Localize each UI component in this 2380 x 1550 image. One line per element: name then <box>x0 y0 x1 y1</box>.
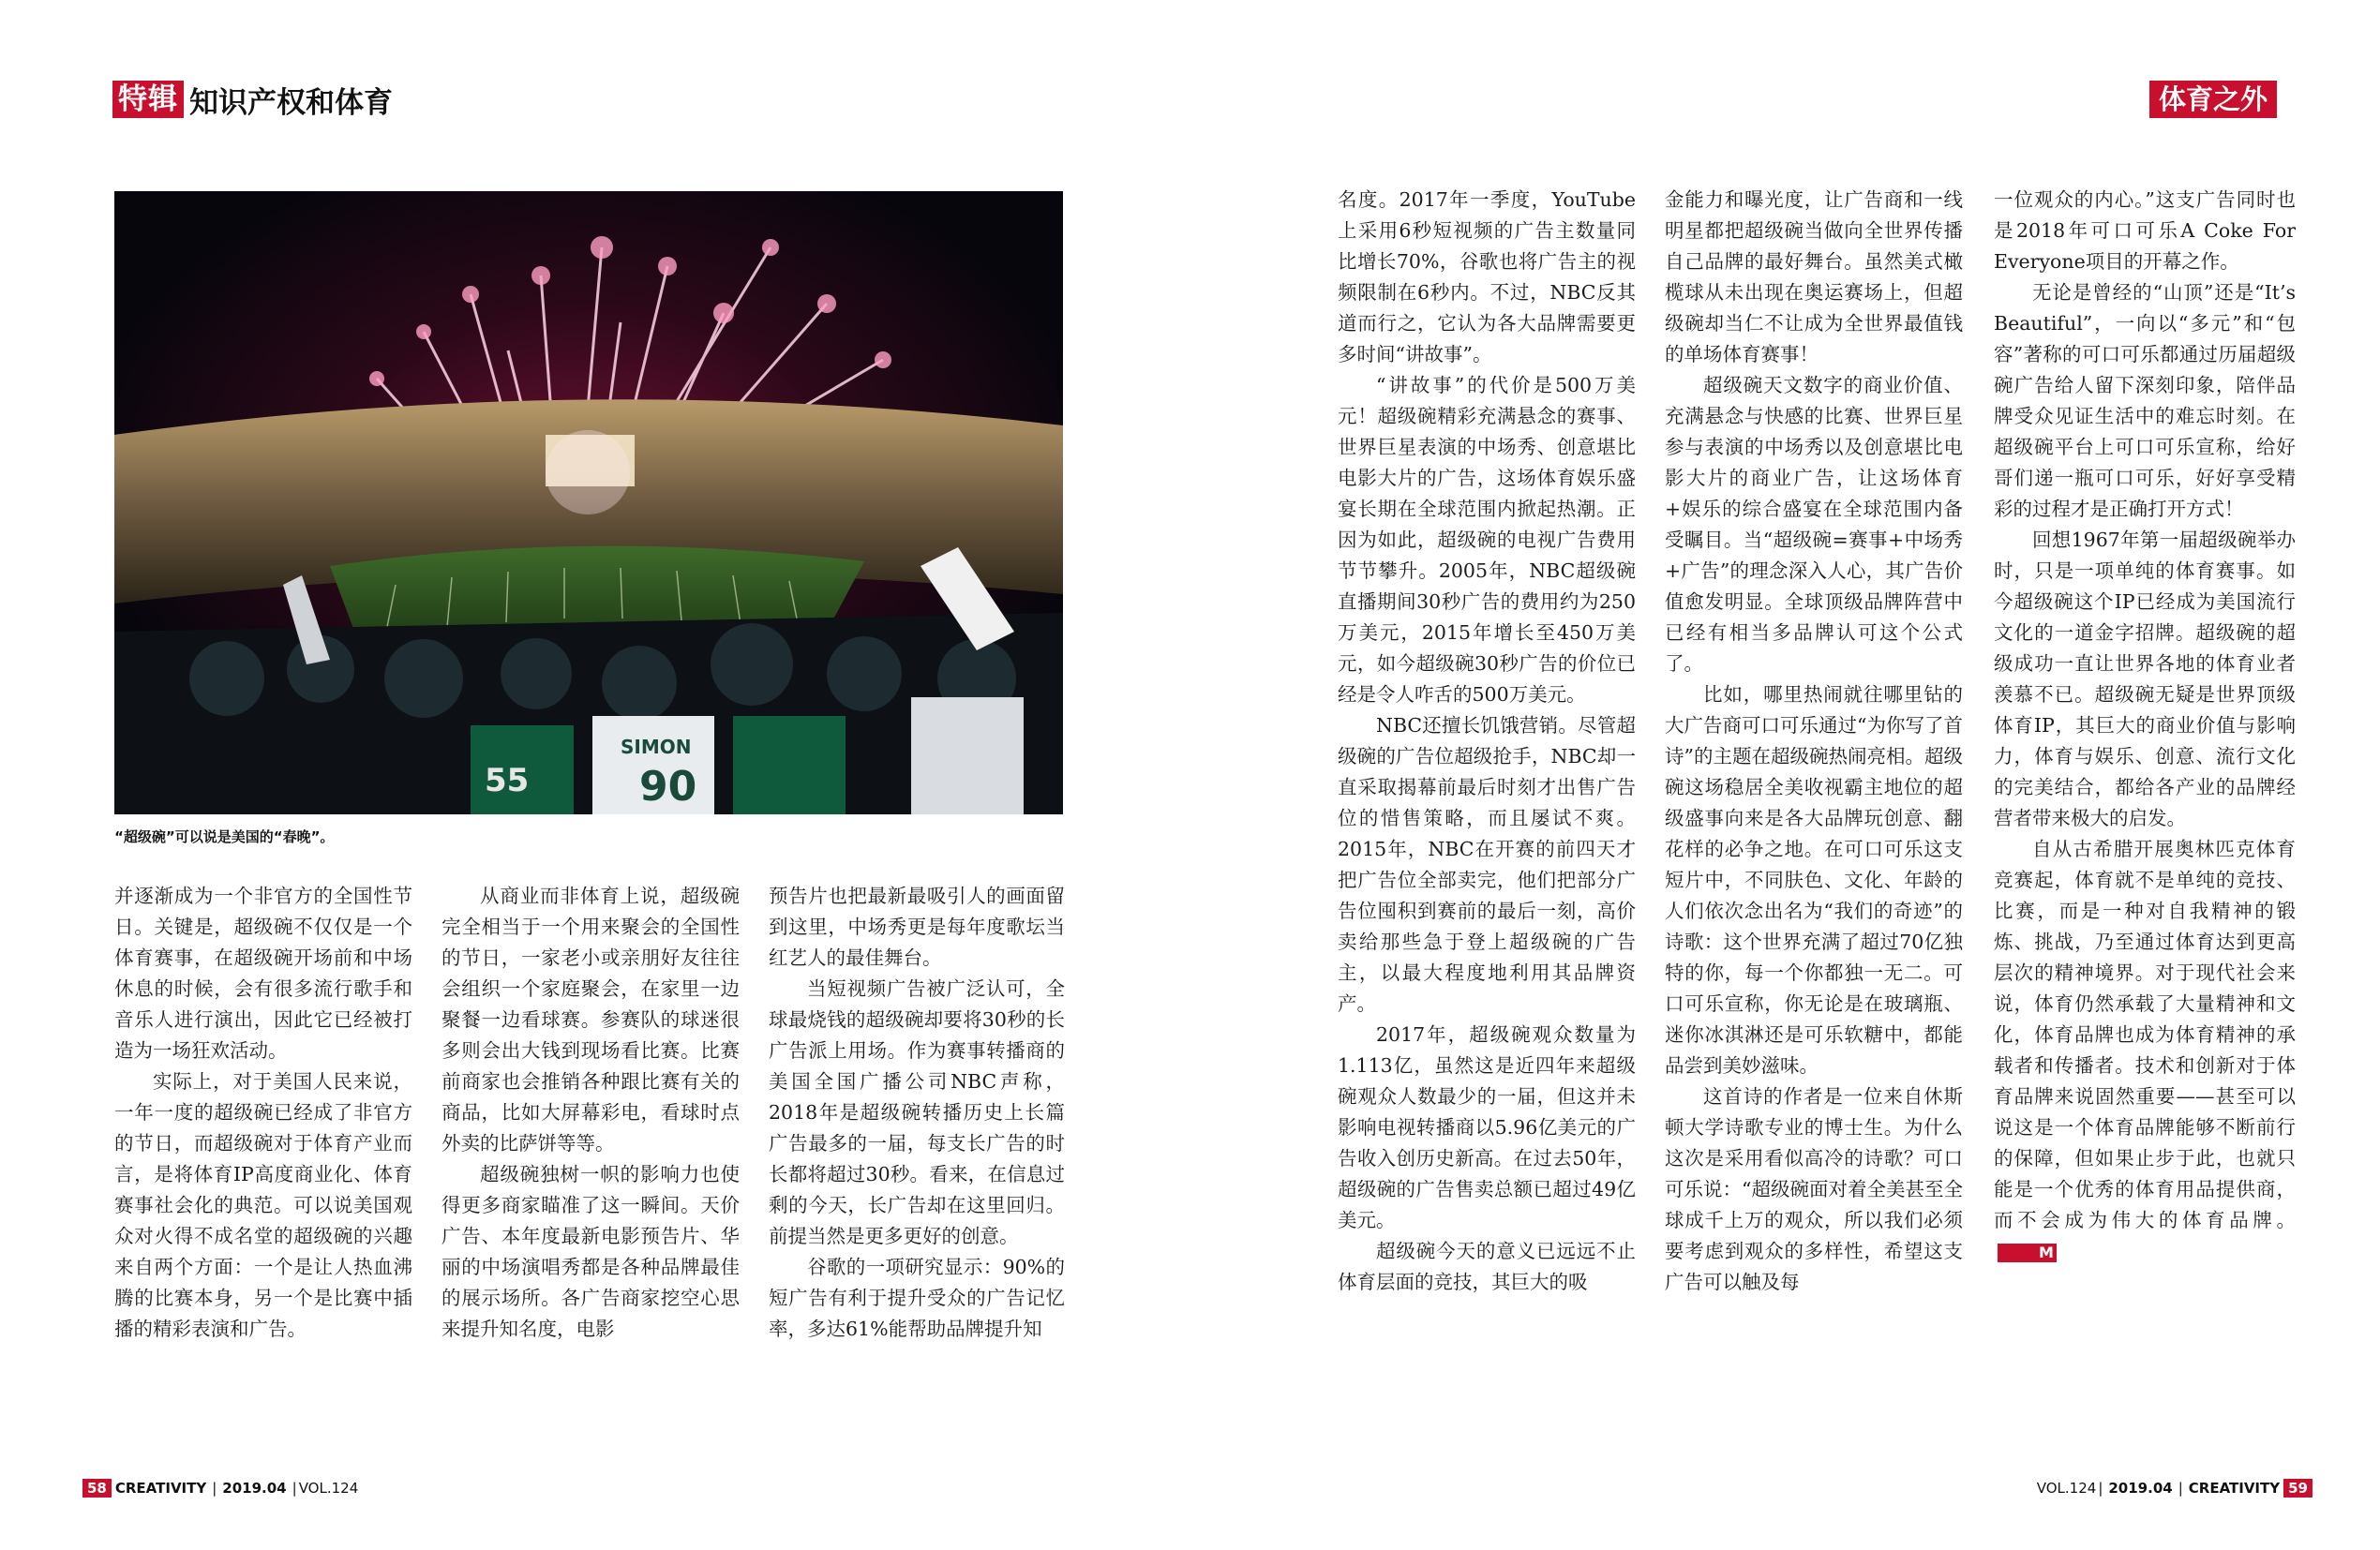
jersey-name: SIMON <box>621 736 692 758</box>
paragraph: NBC还擅长饥饿营销。尽管超级碗的广告位超级抢手，NBC却一直采取揭幕前最后时刻才出售广告位的惜售策略，而且屡试不爽。2015年，NBC在开赛的前四天才把广告位全部卖完，他们把部分广告位囤积到赛前的最后一刻，高价卖给那些急于登上超级碗的广告主，以最大程度地利用其品牌资产。 <box>1338 714 1636 1015</box>
paragraph-text: 自从古希腊开展奥林匹克体育竞赛起，体育就不是单纯的竞技、比赛，而是一种对自我精神的锻炼、挑战，乃至通过体育达到更高层次的精神境界。对于现代社会来说，体育仍然承载了大量精神和文化，体育品牌也成为体育精神的承载者和传播者。技术和创新对于体育品牌来说固然重要——甚至可以说这是一个体育品牌能够不断前行的保障，但如果止步于此，也就只能是一个优秀的体育用品提供商，而不会成为伟大的体育品牌。 <box>1994 838 2296 1231</box>
paragraph: 预告片也把最新最吸引人的画面留到这里，中场秀更是每年度歌坛当红艺人的最佳舞台。 <box>769 885 1065 969</box>
paragraph-last <box>1994 834 2296 1267</box>
feature-title: 知识产权和体育 <box>189 85 393 120</box>
paragraph: 从商业而非体育上说，超级碗完全相当于一个用来聚会的全国性的节日，一家老小或亲朋好友往往会组织一个家庭聚会，在家里一边聚餐一边看球赛。参赛队的球迷很多则会出大钱到现场看比赛。比赛前商家也会推销各种跟比赛有关的商品，比如大屏幕彩电，看球时点外卖的比萨饼等等。 <box>442 885 740 1155</box>
left-column-1 <box>114 881 412 1345</box>
feature-header <box>112 81 393 118</box>
magazine-name: CREATIVITY <box>2188 1480 2281 1497</box>
end-mark-icon: M <box>1998 1244 2057 1262</box>
superbowl-photo <box>114 191 1063 814</box>
paragraph: 比如，哪里热闹就往哪里钻的大广告商可口可乐通过“为你写了首诗”的主题在超级碗热闹亮相。超级碗这场稳居全美收视霸主地位的超级盛事向来是各大品牌玩创意、翻花样的必争之地。在可口可乐这支短片中，不同肤色、文化、年龄的人们依次念出名为“我们的奇迹”的诗歌：这个世界充满了超过70亿独特的你，每一个你都独一无二。可口可乐宣称，你无论是在玻璃瓶、迷你冰淇淋还是可乐软糖中，都能品尝到美妙滋味。 <box>1665 683 1963 1077</box>
paragraph: 一位观众的内心。”这支广告同时也是2018年可口可乐A Coke For Everyone项目的开幕之作。 <box>1994 188 2296 273</box>
section-tag: 体育之外 <box>2149 81 2277 118</box>
paragraph: 谷歌的一项研究显示：90%的短广告有利于提升受众的广告记忆率，多达61%能帮助品牌提升知 <box>769 1256 1065 1340</box>
paragraph: 无论是曾经的“山顶”还是“It’s Beautiful”，一向以“多元”和“包容”著称的可口可乐都通过历届超级碗广告给人留下深刻印象，陪伴品牌受众见证生活中的难忘时刻。在超级碗平台上可口可乐宣称，给好哥们递一瓶可口可乐，好好享受精彩的过程才是正确打开方式！ <box>1994 281 2296 520</box>
jersey-number-2: 55 <box>485 762 530 799</box>
paragraph: 金能力和曝光度，让广告商和一线明星都把超级碗当做向全世界传播自己品牌的最好舞台。虽然美式橄榄球从未出现在奥运赛场上，但超级碗却当仁不让成为全世界最值钱的单场体育赛事！ <box>1665 188 1963 365</box>
volume: VOL.124 <box>2036 1480 2097 1497</box>
paragraph: 名度。2017年一季度，YouTube上采用6秒短视频的广告主数量同比增长70%，谷歌也将广告主的视频限制在6秒内。不过，NBC反其道而行之，它认为各大品牌需要更多时间“讲故事”。 <box>1338 188 1636 365</box>
paragraph: 超级碗天文数字的商业价值、充满悬念与快感的比赛、世界巨星参与表演的中场秀以及创意堪比电影大片的商业广告，让这场体育+娱乐的综合盛宴在全球范围内备受瞩目。当“超级碗=赛事+中场秀+广告”的理念深入人心，其广告价值愈发明显。全球顶级品牌阵营中已经有相当多品牌认可这个公式了。 <box>1665 374 1963 675</box>
footer-right: VOL.124 | 2019.04 | CREATIVITY 59 <box>2037 1479 2313 1498</box>
paragraph: 2017年，超级碗观众数量为1.113亿，虽然这是近四年来超级碗观众人数最少的一届，但这并未影响电视转播商以5.96亿美元的广告收入创历史新高。在过去50年，超级碗的广告售卖总额已超过49亿美元。 <box>1338 1023 1636 1231</box>
volume: VOL.124 <box>298 1480 359 1497</box>
feature-tag: 特辑 <box>112 81 184 118</box>
page-number: 58 <box>82 1479 112 1498</box>
page-number: 59 <box>2283 1479 2313 1498</box>
footer-left: 58 CREATIVITY | 2019.04 | VOL.124 <box>82 1479 358 1498</box>
issue-date: 2019.04 <box>222 1480 287 1497</box>
paragraph: 实际上，对于美国人民来说，一年一度的超级碗已经成了非官方的节日，而超级碗对于体育产业而言，是将体育IP高度商业化、体育赛事社会化的典范。可以说美国观众对火得不成名堂的超级碗的兴趣来自两个方面：一个是让人热血沸腾的比赛本身，另一个是比赛中插播的精彩表演和广告。 <box>114 1070 412 1340</box>
paragraph: 超级碗今天的意义已远远不止体育层面的竞技，其巨大的吸 <box>1338 1240 1636 1293</box>
jersey-number: 90 <box>639 763 697 811</box>
right-column-3 <box>1994 185 2296 1267</box>
paragraph: “讲故事”的代价是500万美元！超级碗精彩充满悬念的赛事、世界巨星表演的中场秀、创意堪比电影大片的广告，这场体育娱乐盛宴长期在全球范围内掀起热潮。正因为如此，超级碗的电视广告费用节节攀升。2005年，NBC超级碗直播期间30秒广告的费用约为250万美元，2015年增长至450万美元，如今超级碗30秒广告的价位已经是令人咋舌的500万美元。 <box>1338 374 1636 706</box>
left-column-3 <box>769 881 1065 1345</box>
paragraph: 回想1967年第一届超级碗举办时，只是一项单纯的体育赛事。如今超级碗这个IP已经成为美国流行文化的一道金字招牌。超级碗的超级成功一直让世界各地的体育业者羡慕不已。超级碗无疑是世界顶级体育IP，其巨大的商业价值与影响力，体育与娱乐、创意、流行文化的完美结合，都给各产业的品牌经营者带来极大的启发。 <box>1994 529 2296 829</box>
right-page <box>1190 0 2380 1550</box>
right-column-2 <box>1665 185 1963 1298</box>
magazine-name: CREATIVITY <box>114 1480 207 1497</box>
issue-date: 2019.04 <box>2108 1480 2173 1497</box>
photo-caption: “超级碗”可以说是美国的“春晚”。 <box>114 828 335 845</box>
paragraph: 这首诗的作者是一位来自休斯顿大学诗歌专业的博士生。为什么这次是采用看似高冷的诗歌？可口可乐说：“超级碗面对着全美甚至全球成千上万的观众，所以我们必须要考虑到观众的多样性，希望这支广告可以触及每 <box>1665 1085 1963 1293</box>
paragraph: 并逐渐成为一个非官方的全国性节日。关键是，超级碗不仅仅是一个体育赛事，在超级碗开场前和中场休息的时候，会有很多流行歌手和音乐人进行演出，因此它已经被打造为一场狂欢活动。 <box>114 885 412 1062</box>
left-column-2 <box>442 881 740 1345</box>
paragraph: 当短视频广告被广泛认可，全球最烧钱的超级碗却要将30秒的长广告派上用场。作为赛事转播商的美国全国广播公司NBC声称，2018年是超级碗转播历史上长篇广告最多的一届，每支长广告的时长都将超过30秒。看来，在信息过剩的今天，长广告却在这里回归。前提当然是更多更好的创意。 <box>769 977 1065 1247</box>
right-column-1 <box>1338 185 1636 1298</box>
paragraph: 超级碗独树一帜的影响力也使得更多商家瞄准了这一瞬间。天价广告、本年度最新电影预告片、华丽的中场演唱秀都是各种品牌最佳的展示场所。各广告商家挖空心思来提升知名度，电影 <box>442 1163 740 1340</box>
